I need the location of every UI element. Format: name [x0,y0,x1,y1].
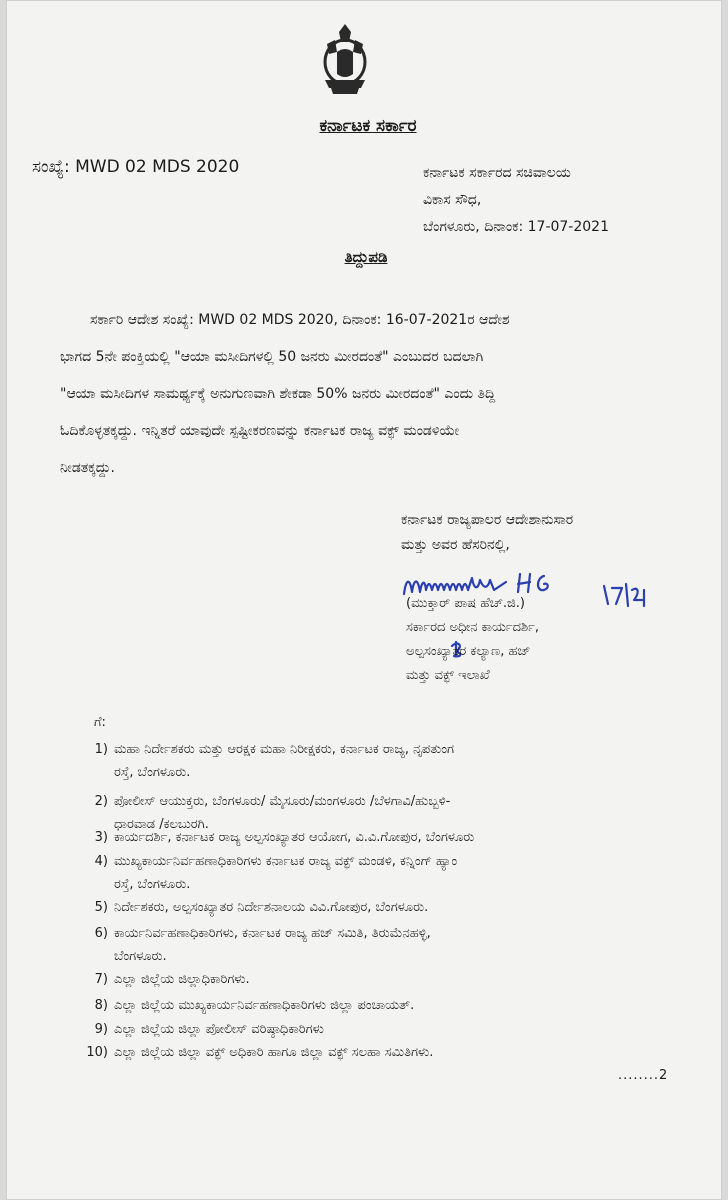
officer-line: ಸರ್ಕಾರದ ಅಧೀನ ಕಾರ್ಯದರ್ಶಿ, [406,620,540,635]
recipient-item: 3) ಕಾರ್ಯದರ್ಶಿ, ಕರ್ನಾಟಕ ರಾಜ್ಯ ಅಲ್ಪಸಂಖ್ಯಾತರ ಆಯೋಗ, ವಿ.ವಿ.ಗೋಪುರ, ಬೆಂಗಳೂರು [94,830,475,845]
officer-designation [406,592,539,688]
by-order-line: ಕರ್ನಾಟಕ ರಾಜ್ಯಪಾಲರ ಆದೇಶಾನುಸಾರ [401,512,574,528]
officer-name: (ಮುಕ್ತಾರ್ ಪಾಷ ಹೆಚ್.ಜಿ.) [406,596,525,611]
recipient-item: 1) ಮಹಾ ನಿರ್ದೇಶಕರು ಮತ್ತು ಆರಕ್ಷಕ ಮಹಾ ನಿರೀಕ್ಷಕರು, ಕರ್ನಾಟಕ ರಾಜ್ಯ, ನೃಪತುಂಗ ರಸ್ತೆ, ಬೆಂಗಳೂರು. [94,742,455,780]
government-title: ಕರ್ನಾಟಕ ಸರ್ಕಾರ [319,116,417,136]
recipient-item: 2) ಪೋಲೀಸ್ ಆಯುಕ್ತರು, ಬೆಂಗಳೂರು/ ಮೈಸೂರು/ಮಂಗಳೂರು /ಬೆಳಗಾವಿ/ಹುಬ್ಬಳಿ- ಧಾರವಾಡ /ಕಲಬುರಗಿ. [94,794,451,832]
body-line: ನೀಡತಕ್ಕದ್ದು. [60,460,116,476]
recipient-item: 10) ಎಲ್ಲಾ ಜಿಲ್ಲೆಯ ಜಿಲ್ಲಾ ವಕ್ಫ್ ಅಧಿಕಾರಿ ಹಾಗೂ ಜಿಲ್ಲಾ ವಕ್ಫ್ ಸಲಹಾ ಸಮಿತಿಗಳು. [86,1045,434,1060]
body-line: ಸರ್ಕಾರಿ ಆದೇಶ ಸಂಖ್ಯೆ: MWD 02 MDS 2020, ದಿನಾಂಕ: 16-07-2021ರ ಆದೇಶ [90,312,510,328]
body-line: ಓದಿಕೊಳ್ಳತಕ್ಕದ್ದು. ಇನ್ನಿತರೆ ಯಾವುದೇ ಸ್ಪಷ್ಟೀಕರಣವನ್ನು ಕರ್ನಾಟಕ ರಾಜ್ಯ ವಕ್ಫ್ ಮಂಡಳಿಯೇ [60,423,460,439]
recipients-label: ಗೆ: [94,715,106,730]
recipient-item: 5) ನಿರ್ದೇಶಕರು, ಅಲ್ಪಸಂಖ್ಯಾತರ ನಿರ್ದೇಶನಾಲಯ ವಿವಿ.ಗೋಪುರ, ಬೆಂಗಳೂರು. [94,900,429,915]
corrigendum-body [60,302,660,487]
recipient-item: 9) ಎಲ್ಲಾ ಜಿಲ್ಲೆಯ ಜಿಲ್ಲಾ ಪೋಲೀಸ್ ವರಿಷ್ಠಾಧಿಕಾರಿಗಳು [94,1022,324,1037]
officer-line: ಅಲ್ಪಸಂಖ್ಯಾತರ ಕಲ್ಯಾಣ, ಹಜ್ [406,644,531,659]
address-line: ಕರ್ನಾಟಕ ಸರ್ಕಾರದ ಸಚಿವಾಲಯ [423,165,571,181]
address-date-line: ಬೆಂಗಳೂರು, ದಿನಾಂಕ: 17-07-2021 [423,219,609,235]
recipient-item: 8) ಎಲ್ಲಾ ಜಿಲ್ಲೆಯ ಮುಖ್ಯಕಾರ್ಯನಿರ್ವಹಣಾಧಿಕಾರಿಗಳು ಜಿಲ್ಲಾ ಪಂಚಾಯತ್. [94,998,415,1013]
reference-number: ಸಂಖ್ಯೆ: MWD 02 MDS 2020 [32,157,240,177]
by-order-text [401,508,573,558]
recipient-item: 7) ಎಲ್ಲಾ ಜಿಲ್ಲೆಯ ಜಿಲ್ಲಾಧಿಕಾರಿಗಳು. [94,972,250,987]
recipient-item: 4) ಮುಖ್ಯಕಾರ್ಯನಿರ್ವಹಣಾಧಿಕಾರಿಗಳು ಕರ್ನಾಟಕ ರಾಜ್ಯ ವಕ್ಫ್ ಮಂಡಳಿ, ಕನ್ನಿಂಗ್ ಹ್ಯಾಂ ರಸ್ತೆ, ಬೆಂಗಳೂರು. [94,854,458,892]
document-page [6,0,722,1200]
corrigendum-title: ತಿದ್ದುಪಡಿ [344,248,388,266]
state-emblem-icon [309,22,381,98]
officer-line: ಮತ್ತು ವಕ್ಫ್ ಇಲಾಖೆ [406,668,490,683]
recipient-item: 6) ಕಾರ್ಯನಿರ್ವಹಣಾಧಿಕಾರಿಗಳು, ಕರ್ನಾಟಕ ರಾಜ್ಯ ಹಜ್ ಸಮಿತಿ, ತಿರುಮೆನಹಳ್ಳಿ, ಬೆಂಗಳೂರು. [94,926,431,964]
page-continuation: ........2 [618,1068,669,1083]
office-address [423,160,609,241]
address-line: ವಿಕಾಸ ಸೌಧ, [423,192,482,208]
by-order-line: ಮತ್ತು ಅವರ ಹೆಸರಿನಲ್ಲಿ, [401,537,510,553]
body-line: "ಆಯಾ ಮಸೀದಿಗಳ ಸಾಮರ್ಥ್ಯಕ್ಕೆ ಅನುಗುಣವಾಗಿ ಶೇಕಡಾ 50% ಜನರು ಮೀರದಂತೆ" ಎಂದು ತಿದ್ದಿ [60,386,496,402]
body-line: ಭಾಗದ 5ನೇ ಪಂಕ್ತಿಯಲ್ಲಿ "ಆಯಾ ಮಸೀದಿಗಳಲ್ಲಿ 50 ಜನರು ಮೀರದಂತೆ" ಎಂಬುದರ ಬದಲಾಗಿ [60,349,484,365]
